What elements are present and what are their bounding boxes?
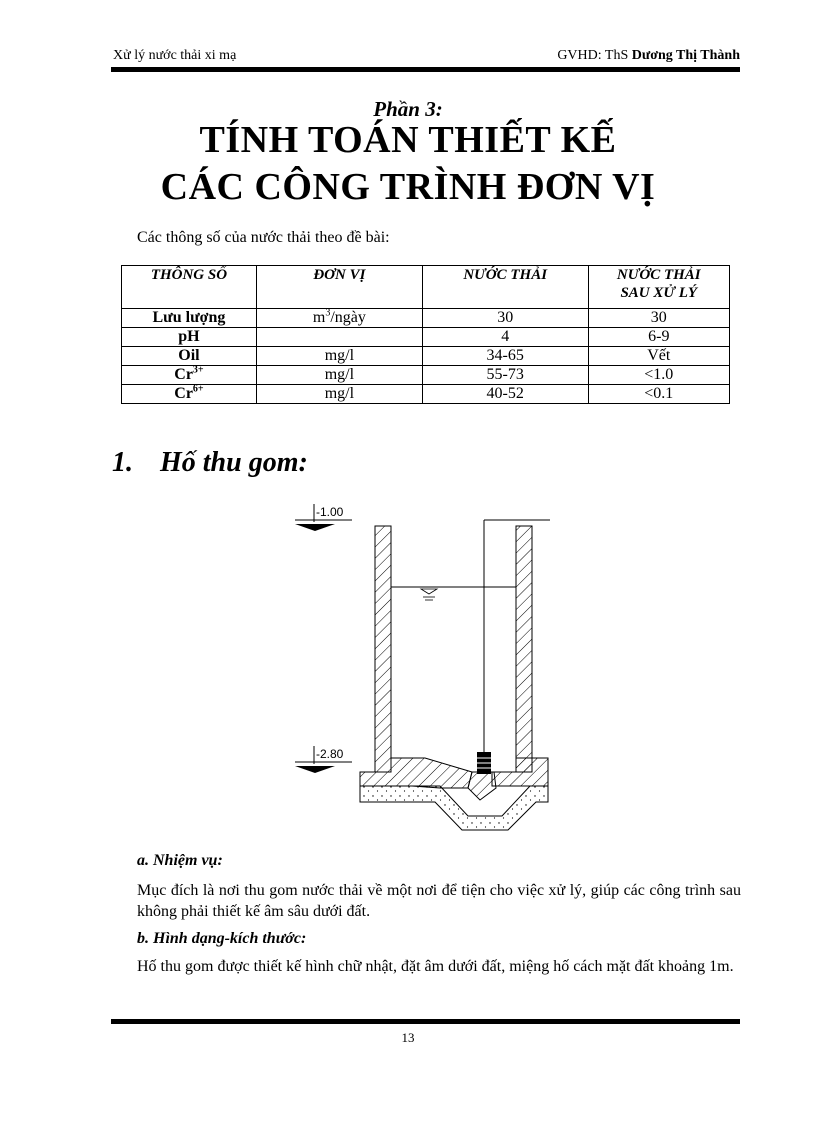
- pump-icon: [477, 752, 491, 774]
- cell-unit-base: m: [312, 309, 326, 326]
- header-treated-line1: NƯỚC THẢI: [616, 267, 701, 283]
- cell-treated: Vết: [588, 347, 729, 366]
- cell-unit: [256, 328, 422, 347]
- table-row: [122, 309, 730, 328]
- paragraph-b: Hố thu gom được thiết kế hình chữ nhật, đặt âm dưới đất, miệng hố cách mặt đất khoảng 1m.: [137, 958, 734, 975]
- cell-param: [122, 366, 257, 385]
- level-marker-top: [295, 504, 352, 531]
- section-title: Hố thu gom:: [160, 447, 308, 478]
- header-advisor-prefix: GVHD: ThS: [557, 48, 632, 63]
- parameters-table: [121, 265, 730, 404]
- header-treated: [588, 266, 729, 309]
- cell-unit: [256, 309, 422, 328]
- cell-raw: 4: [422, 328, 588, 347]
- part-label: Phần 3:: [373, 97, 443, 121]
- level-bottom-label: -2.80: [316, 747, 344, 761]
- table-row: [122, 366, 730, 385]
- cell-param-sup: 3+: [192, 364, 204, 376]
- table-row: [122, 328, 730, 347]
- header-advisor-name: Dương Thị Thành: [631, 48, 740, 63]
- cell-unit: mg/l: [256, 347, 422, 366]
- cell-unit: mg/l: [256, 385, 422, 404]
- cell-unit: mg/l: [256, 366, 422, 385]
- cell-unit-tail: /ngày: [330, 309, 366, 326]
- cell-param: Lưu lượng: [122, 309, 257, 328]
- cell-raw: 40-52: [422, 385, 588, 404]
- level-top-label: -1.00: [316, 505, 344, 519]
- table-header-row: [122, 266, 730, 309]
- cell-treated: 6-9: [588, 328, 729, 347]
- cell-param-sup: 6+: [192, 383, 204, 395]
- lean-concrete-base: [360, 786, 548, 830]
- page-title-line2: CÁC CÔNG TRÌNH ĐƠN VỊ: [160, 166, 656, 208]
- header-advisor: [557, 48, 740, 64]
- cell-raw: 34-65: [422, 347, 588, 366]
- intro-text: Các thông số của nước thải theo đề bài:: [137, 229, 390, 246]
- cell-unit-sup: 3: [325, 307, 331, 319]
- cell-param: Oil: [122, 347, 257, 366]
- collection-pit-drawing: [290, 496, 560, 836]
- footer-rule: [111, 1019, 740, 1024]
- header-param: THÔNG SỐ: [122, 266, 257, 309]
- water-level-symbol: [421, 589, 437, 600]
- page-number: 13: [401, 1030, 415, 1045]
- cell-treated: <0.1: [588, 385, 729, 404]
- subheading-b: b. Hình dạng-kích thước:: [137, 930, 307, 947]
- cell-param-base: Cr: [174, 366, 193, 383]
- cell-param: [122, 385, 257, 404]
- subheading-a: a. Nhiệm vụ:: [137, 852, 223, 869]
- table-row: [122, 347, 730, 366]
- left-wall: [375, 526, 391, 772]
- header-unit: ĐƠN VỊ: [256, 266, 422, 309]
- cell-param-base: Cr: [174, 385, 193, 402]
- section-heading: [112, 447, 308, 479]
- table-row: [122, 385, 730, 404]
- cell-param: pH: [122, 328, 257, 347]
- level-marker-bottom: [295, 746, 352, 773]
- right-wall: [516, 526, 532, 772]
- cell-treated: 30: [588, 309, 729, 328]
- header-doc-title: Xử lý nước thải xi mạ: [113, 48, 237, 63]
- cell-treated: <1.0: [588, 366, 729, 385]
- page-header: [113, 46, 740, 66]
- bottom-slab-right: [492, 758, 548, 786]
- section-number: 1.: [112, 447, 133, 478]
- paragraph-a: Mục đích là nơi thu gom nước thải về một nơi để tiện cho việc xử lý, giúp các công trình sau không phải thiết kế âm sâu dưới đất.: [137, 882, 741, 920]
- header-raw: NƯỚC THẢI: [422, 266, 588, 309]
- cell-raw: 30: [422, 309, 588, 328]
- header-rule: [111, 67, 740, 72]
- cell-raw: 55-73: [422, 366, 588, 385]
- sump-slab: [468, 772, 496, 800]
- header-treated-line2: SAU XỬ LÝ: [620, 285, 698, 301]
- page-title-line1: TÍNH TOÁN THIẾT KẾ: [199, 119, 617, 161]
